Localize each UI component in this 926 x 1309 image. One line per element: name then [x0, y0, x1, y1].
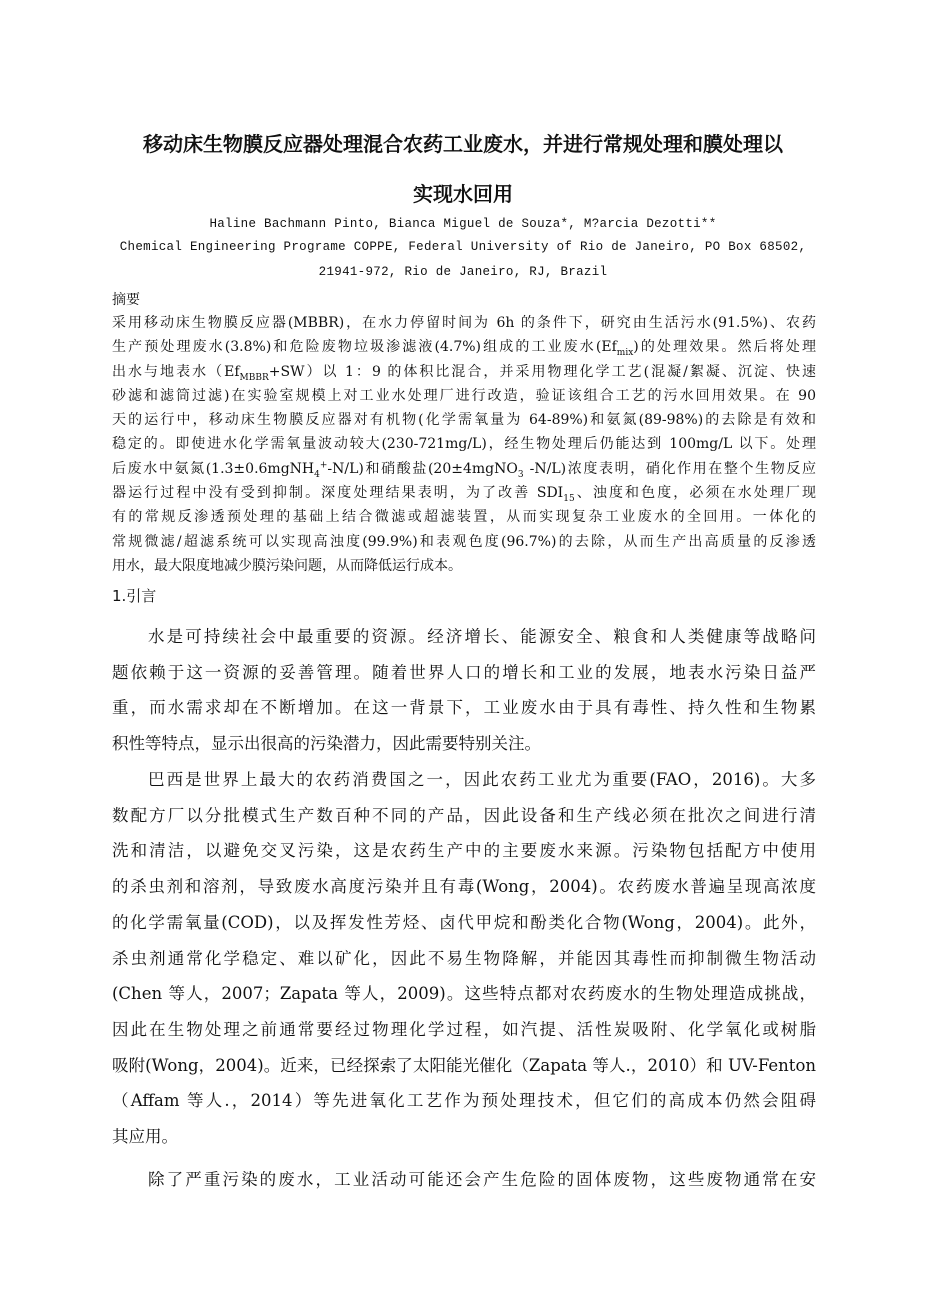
- paragraph-line: 巴西是世界上最大的农药消费国之一，因此农药工业尤为重要(FAO，2016)。大多: [148, 770, 816, 789]
- paragraph-line: 题依赖于这一资源的妥善管理。随着世界人口的增长和工业的发展，地表水污染日益严: [112, 662, 816, 682]
- paragraph-3: [112, 1162, 816, 1198]
- paragraph-line: （Affam 等人.，2014）等先进氧化工艺作为预处理技术，但它们的高成本仍然会阻碍: [112, 1091, 816, 1111]
- paragraph-line: 因此在生物处理之前通常要经过物理化学过程，如汽提、活性炭吸附、化学氧化或树脂: [112, 1019, 816, 1039]
- affiliation-line-1: Chemical Engineering Programe COPPE, Federal University of Rio de Janeiro, PO Box 68502,: [119, 240, 807, 254]
- paper-title-line-2: 实现水回用: [413, 182, 513, 206]
- paragraph-line: 其应用。: [112, 1127, 178, 1147]
- paragraph-line: 水是可持续社会中最重要的资源。经济增长、能源安全、粮食和人类健康等战略问: [148, 627, 816, 646]
- paper-title-line-1: 移动床生物膜反应器处理混合农药工业废水，并进行常规处理和膜处理以: [143, 132, 783, 156]
- abstract-line: 常规微滤/超滤系统可以实现高浊度(99.9%)和表观色度(96.7%)的去除，从而生产出高质量的反渗透: [112, 533, 816, 550]
- paragraph-line: 积性等特点，显示出很高的污染潜力，因此需要特别关注。: [112, 734, 541, 754]
- paragraph-line: 杀虫剂通常化学稳定、难以矿化，因此不易生物降解，并能因其毒性而抑制微生物活动: [112, 948, 816, 968]
- abstract-line: 采用移动床生物膜反应器(MBBR)，在水力停留时间为 6h 的条件下，研究由生活污水(91.5%)、农药: [112, 315, 816, 331]
- paragraph-line: 的化学需氧量(COD)，以及挥发性芳烃、卤代甲烷和酚类化合物(Wong，2004)。此外，: [112, 912, 816, 932]
- paragraph-line: 吸附(Wong，2004)。近来，已经探索了太阳能光催化（Zapata 等人.，2010）和 UV-Fenton: [112, 1055, 816, 1075]
- abstract-line: 生产预处理废水(3.8%)和危险废物垃圾渗滤液(4.7%)组成的工业废水$(Ef_{mix})$的处理效果。然后将处理: [112, 339, 816, 359]
- abstract-body: [112, 311, 816, 578]
- abstract-label: 摘要: [112, 292, 140, 308]
- abstract-line: 后废水中氨氮(1.3±0.6mgNH$_4$+-N/L)和硝酸盐(20±4mgNO$_3$ -N/L)浓度表明，硝化作用在整个生物反应: [112, 460, 817, 480]
- abstract-line: 用水，最大限度地减少膜污染问题，从而降低运行成本。: [112, 557, 462, 574]
- abstract-line: 砂滤和滤筒过滤)在实验室规模上对工业水处理厂进行改造，验证该组合工艺的污水回用效果。在 90: [112, 387, 816, 404]
- paragraph-line: 除了严重污染的废水，工业活动可能还会产生危险的固体废物，这些废物通常在安: [148, 1170, 816, 1189]
- section-heading: 1.引言: [112, 587, 157, 605]
- paragraph-line: 洗和清洁，以避免交叉污染，这是农药生产中的主要废水来源。污染物包括配方中使用: [112, 841, 816, 861]
- affiliation-line-2: 21941-972, Rio de Janeiro, RJ, Brazil: [318, 265, 608, 279]
- paragraph-line: (Chen 等人，2007；Zapata 等人，2009)。这些特点都对农药废水的生物处理造成挑战，: [112, 984, 816, 1004]
- paragraph-1: [112, 619, 816, 762]
- abstract-line: 出水与地表水$(Ef_{MBBR}+SW)$以 1：9 的体积比混合，并采用物理化学工艺(混凝/絮凝、沉淀、快速: [112, 363, 816, 383]
- paragraph-line: 数配方厂以分批模式生产数百种不同的产品，因此设备和生产线必须在批次之间进行清: [112, 805, 816, 825]
- authors: Haline Bachmann Pinto, Bianca Miguel de Souza*, M?arcia Dezotti**: [209, 217, 717, 231]
- paragraph-2: [112, 762, 816, 1155]
- paragraph-line: 的杀虫剂和溶剂，导致废水高度污染并且有毒(Wong，2004)。农药废水普遍呈现高浓度: [112, 877, 816, 897]
- paragraph-line: 重，而水需求却在不断增加。在这一背景下，工业废水由于具有毒性、持久性和生物累: [112, 698, 816, 718]
- abstract-line: 有的常规反渗透预处理的基础上结合微滤或超滤装置，从而实现复杂工业废水的全回用。一体化的: [112, 509, 816, 526]
- abstract-line: 稳定的。即使进水化学需氧量波动较大(230-721mg/L)，经生物处理后仍能达到 100mg/L 以下。处理: [112, 436, 816, 453]
- abstract-line: 器运行过程中没有受到抑制。深度处理结果表明，为了改善 $SDI_{15}$、浊度和色度，必须在水处理厂现: [112, 485, 817, 504]
- abstract-line: 天的运行中，移动床生物膜反应器对有机物(化学需氧量为 64-89%)和氨氮(89-98%)的去除是有效和: [112, 412, 816, 429]
